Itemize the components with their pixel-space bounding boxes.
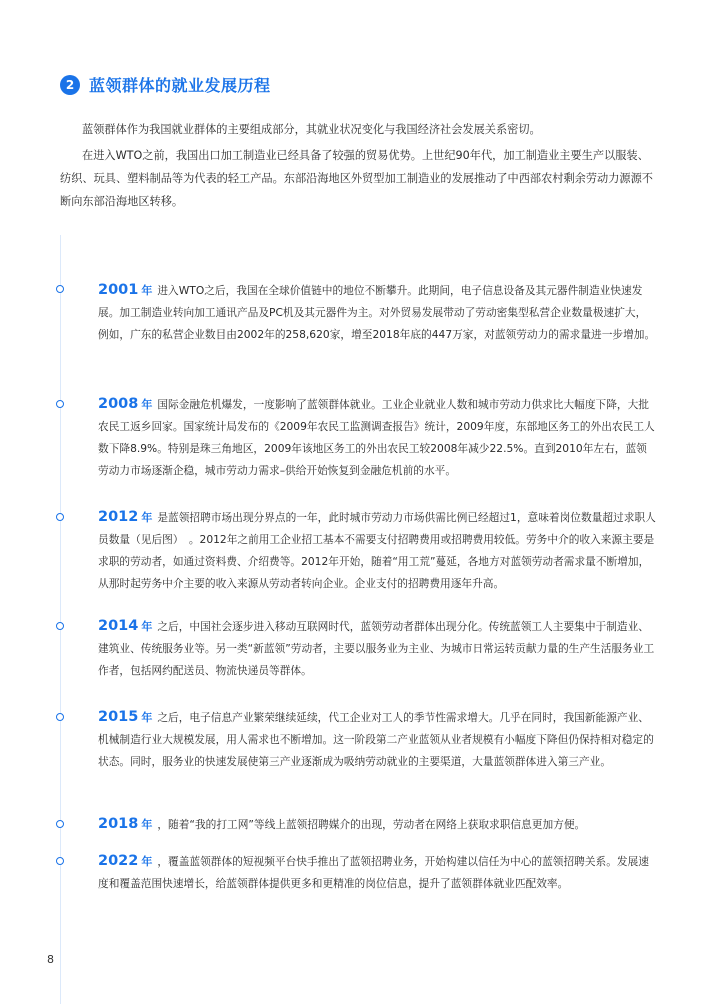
section-title: 蓝领群体的就业发展历程: [89, 76, 271, 95]
timeline-entry-2022: [98, 850, 656, 895]
timeline-year: 2018: [98, 816, 139, 832]
timeline-dot: [56, 857, 64, 865]
timeline-year: 2015: [98, 709, 139, 725]
timeline-year-suffix: 年: [141, 511, 153, 524]
section-number-badge: 2: [60, 75, 80, 95]
timeline-year: 2022: [98, 853, 139, 869]
timeline-year: 2012: [98, 509, 139, 525]
timeline-year-suffix: 年: [141, 818, 153, 831]
intro-text: [60, 118, 657, 213]
timeline-year: 2014: [98, 618, 139, 634]
timeline-year-suffix: 年: [141, 620, 153, 633]
timeline-text: 国际金融危机爆发，一度影响了蓝领群体就业。工业企业就业人数和城市劳动力供求比大幅度下降，大批农民工返乡回家。国家统计局发布的《2009年农民工监测调查报告》统计，2009年度，东部地区务工的外出农民工人数下降8.9%。特别是珠三角地区，2009年该地区务工的外出农民工较2008年减少22.5%。直到2010年左右，蓝领劳动力市场逐渐企稳，城市劳动力需求–供给开始恢复到金融危机前的水平。: [98, 398, 655, 477]
timeline-text: 是蓝领招聘市场出现分界点的一年，此时城市劳动力市场供需比例已经超过1，意味着岗位数量超过求职人员数量（见后图） 。2012年之前用工企业招工基本不需要支付招聘费用或招聘费用较低。劳务中介的收入来源主要是求职的劳动者，如通过资料费、介绍费等。2012年开始，随着“用工荒”蔓延，各地方对蓝领劳动者需求量不断增加，从那时起劳务中介主要的收入来源从劳动者转向企业。企业支付的招聘费用逐年升高。: [98, 511, 656, 590]
intro-paragraph: 蓝领群体作为我国就业群体的主要组成部分，其就业状况变化与我国经济社会发展关系密切。: [82, 123, 541, 136]
timeline-entry-2018: [98, 813, 656, 836]
timeline-text: 之后，电子信息产业繁荣继续延续，代工企业对工人的季节性需求增大。几乎在同时，我国新能源产业、机械制造行业大规模发展，用人需求也不断增加。这一阶段第二产业蓝领从业者规模有小幅度下降但仍保持相对稳定的状态。同时，服务业的快速发展使第三产业逐渐成为吸纳劳动就业的主要渠道，大量蓝领群体进入第三产业。: [98, 711, 654, 768]
timeline-line: [60, 235, 61, 1004]
timeline-text: 进入WTO之后，我国在全球价值链中的地位不断攀升。此期间，电子信息设备及其元器件制造业快速发展。加工制造业转向加工通讯产品及PC机及其元器件为主。对外贸易发展带动了劳动密集型私营企业数量极速扩大，例如，广东的私营企业数目由2002年的258,620家，增至2018年底的447万家，对蓝领劳动力的需求量进一步增加。: [98, 284, 656, 341]
timeline-year-suffix: 年: [141, 711, 153, 724]
timeline-text: ，覆盖蓝领群体的短视频平台快手推出了蓝领招聘业务，开始构建以信任为中心的蓝领招聘关系。发展速度和覆盖范围快速增长，给蓝领群体提供更多和更精准的岗位信息，提升了蓝领群体就业匹配效率。: [98, 855, 649, 890]
timeline-year: 2001: [98, 282, 139, 298]
timeline-dot: [56, 400, 64, 408]
timeline-dot: [56, 622, 64, 630]
timeline-year-suffix: 年: [141, 855, 153, 868]
timeline-dot: [56, 820, 64, 828]
timeline-dot: [56, 713, 64, 721]
intro-paragraph: 在进入WTO之前，我国出口加工制造业已经具备了较强的贸易优势。上世纪90年代，加工制造业主要生产以服装、纺织、玩具、塑料制品等为代表的轻工产品。东部沿海地区外贸型加工制造业的发展推动了中西部农村剩余劳动力源源不断向东部沿海地区转移。: [60, 149, 653, 208]
page-number: 8: [47, 953, 54, 966]
timeline-entry-2015: [98, 706, 656, 773]
timeline-text: ，随着“我的打工网”等线上蓝领招聘媒介的出现，劳动者在网络上获取求职信息更加方便。: [157, 818, 586, 831]
timeline-entry-2001: [98, 279, 656, 346]
timeline-entry-2014: [98, 615, 656, 682]
timeline-text: 之后，中国社会逐步进入移动互联网时代，蓝领劳动者群体出现分化。传统蓝领工人主要集中于制造业、建筑业、传统服务业等。另一类“新蓝领”劳动者，主要以服务业为主业、为城市日常运转贡献力量的生产生活服务业工作者，包括网约配送员、物流快递员等群体。: [98, 620, 655, 677]
timeline-dot: [56, 285, 64, 293]
timeline-year: 2008: [98, 396, 139, 412]
section-header: [60, 73, 271, 96]
timeline-entry-2012: [98, 506, 656, 595]
timeline-year-suffix: 年: [141, 398, 153, 411]
timeline-year-suffix: 年: [141, 284, 153, 297]
timeline-entry-2008: [98, 393, 656, 482]
timeline-dot: [56, 513, 64, 521]
